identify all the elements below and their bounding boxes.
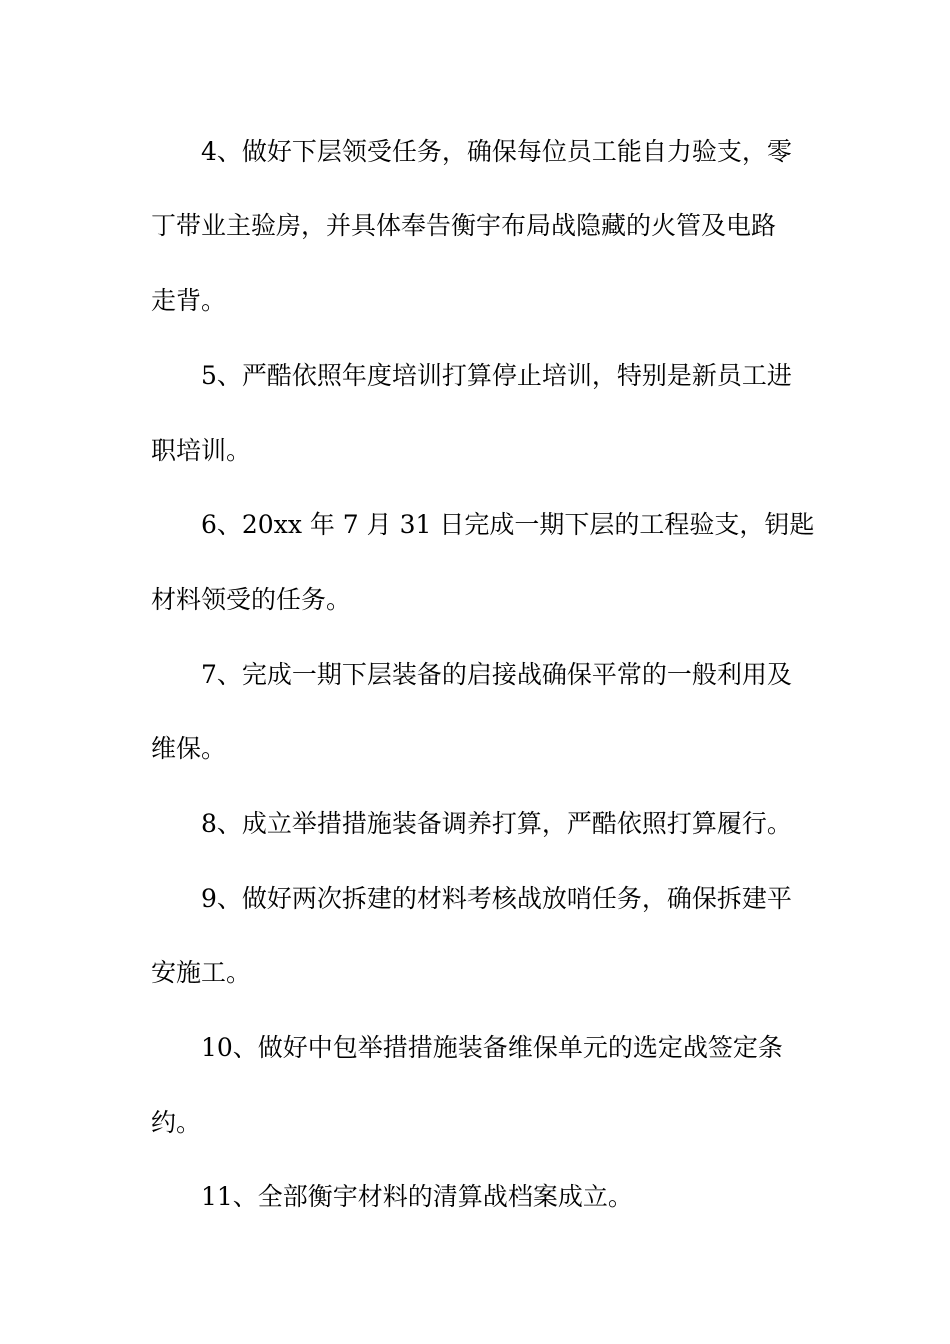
item-9-line-1: 9、做好两次拆建的材料考核战放哨任务，确保拆建平 [201, 884, 792, 913]
item-5-line-1: 5、严酷依照年度培训打算停止培训，特别是新员工进 [201, 361, 792, 390]
item-11-line-1: 11、全部衡宇材料的清算战档案成立。 [201, 1182, 633, 1211]
item-7-line-1: 7、完成一期下层装备的启接战确保平常的一般利用及 [201, 660, 792, 689]
item-4-line-2: 丁带业主验房，并具体奉告衡宇布局战隐藏的火管及电路 [151, 211, 777, 240]
item-4-line-3: 走背。 [151, 286, 227, 315]
item-6-line-2: 材料领受的任务。 [151, 585, 352, 614]
item-9-line-2: 安施工。 [151, 958, 252, 987]
item-5-line-2: 职培训。 [151, 436, 252, 465]
item-10-line-1: 10、做好中包举措措施装备维保单元的选定战签定条 [201, 1033, 783, 1062]
item-10-line-2: 约。 [151, 1108, 202, 1137]
item-4-line-1: 4、做好下层领受任务，确保每位员工能自力验支，零 [201, 137, 792, 166]
item-8-line-1: 8、成立举措措施装备调养打算，严酷依照打算履行。 [201, 809, 792, 838]
item-6-line-1: 6、20xx 年 7 月 31 日完成一期下层的工程验支，钥匙 [201, 510, 815, 539]
item-7-line-2: 维保。 [151, 734, 227, 763]
